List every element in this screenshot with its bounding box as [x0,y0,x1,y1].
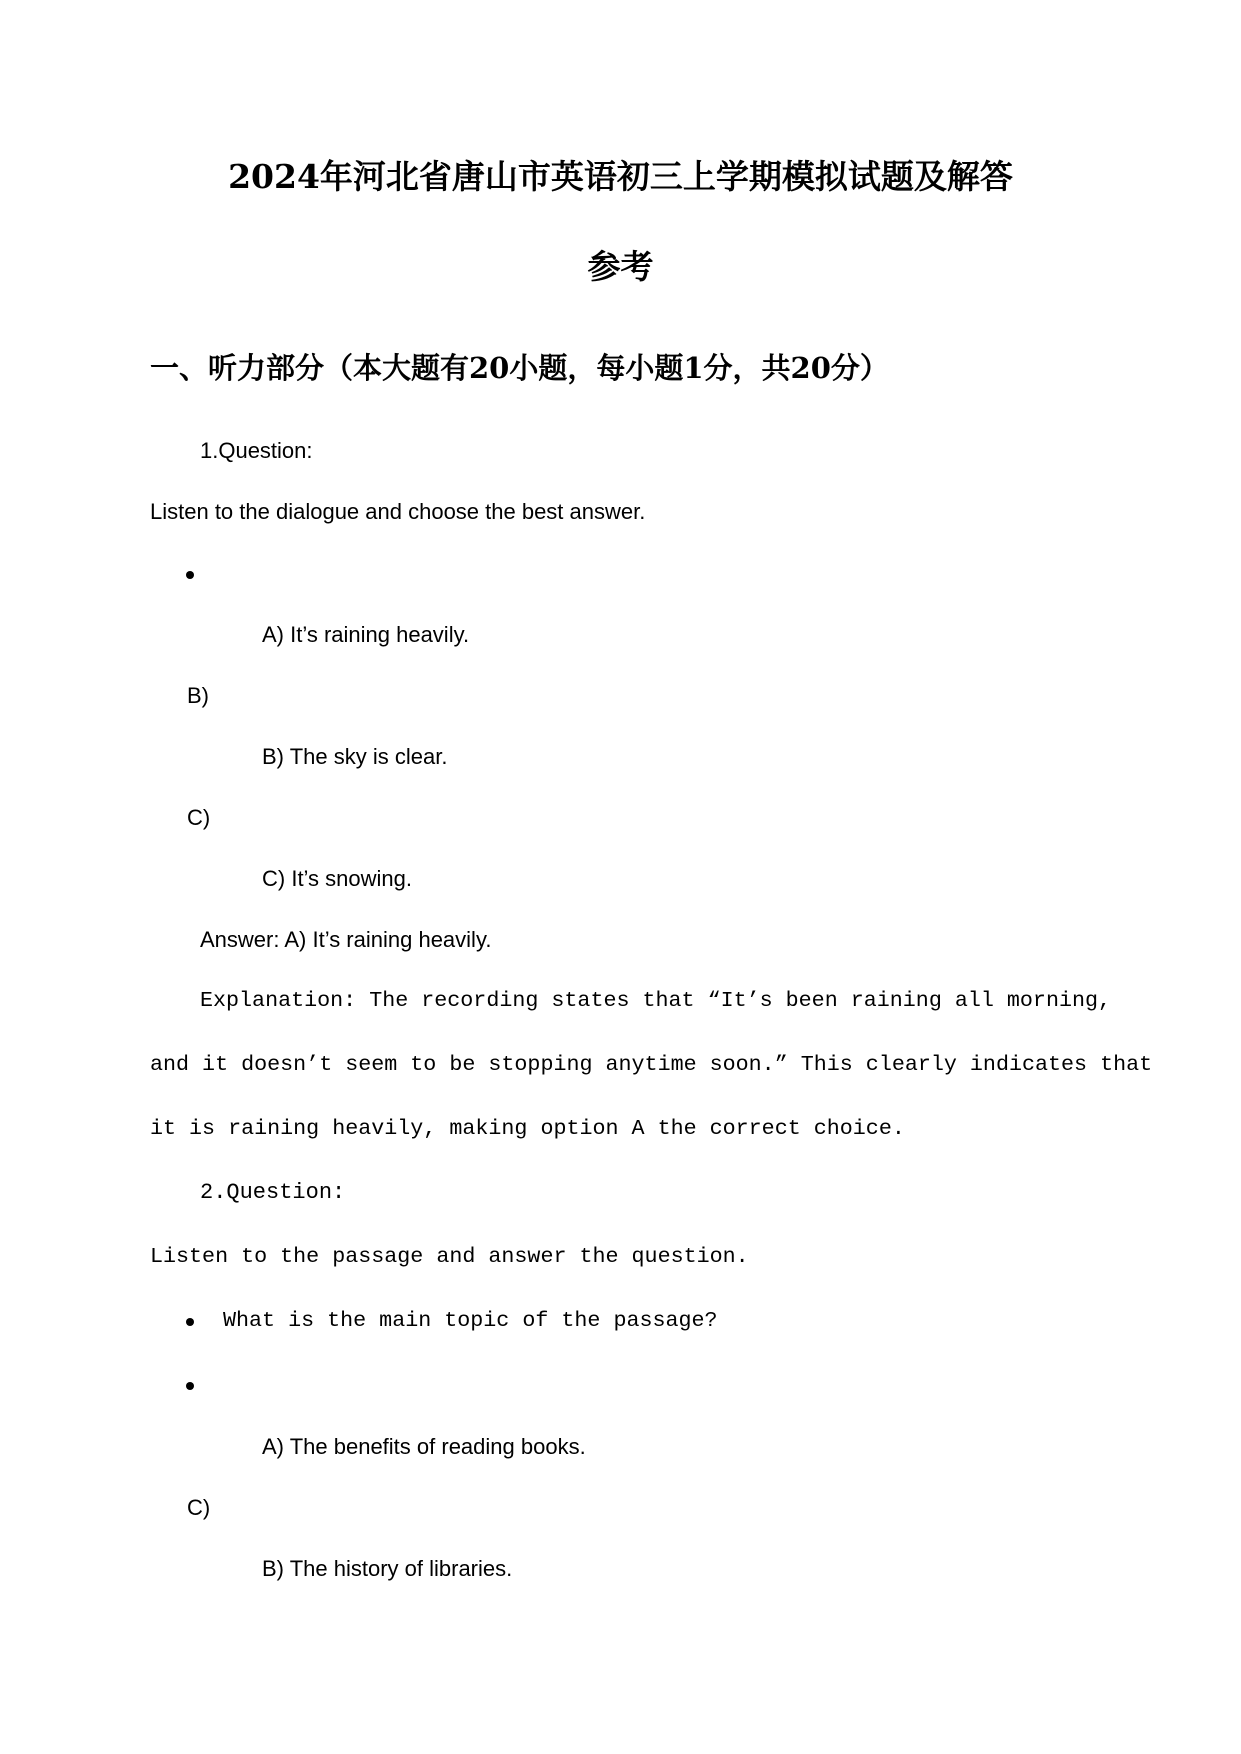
q1-marker-c: C) [187,805,211,830]
document-title-line1: 2024年河北省唐山市英语初三上学期模拟试题及解答 [228,157,1013,196]
q2-option-b: B) The history of libraries. [262,1556,513,1581]
q1-explanation-line2: and it doesn’t seem to be stopping anytime soon.” This clearly indicates that [150,1052,1153,1077]
q1-marker-b: B) [187,683,209,708]
q1-option-a: A) It’s raining heavily. [262,622,470,647]
q1-explanation-line1: Explanation: The recording states that “It’s been raining all morning, [200,988,1112,1013]
q1-label: 1.Question: [200,438,313,463]
q2-marker-c: C) [187,1495,211,1520]
q2-label: 2.Question: [200,1180,346,1205]
section-heading: 一、听力部分（本大题有20小题，每小题1分，共20分） [150,351,889,385]
q1-instruction: Listen to the dialogue and choose the best answer. [150,499,646,524]
q1-explanation-line3: it is raining heavily, making option A the correct choice. [150,1116,905,1141]
document-title-line2: 参考 [587,247,654,286]
bullet-icon [186,1318,194,1326]
bullet-icon [186,1382,194,1390]
q1-option-b: B) The sky is clear. [262,744,448,769]
q1-option-c: C) It’s snowing. [262,866,412,891]
q2-bullet-question: What is the main topic of the passage? [223,1308,718,1333]
bullet-icon [186,571,194,579]
q1-answer: Answer: A) It’s raining heavily. [200,927,492,952]
q2-option-a: A) The benefits of reading books. [262,1434,586,1459]
q2-instruction: Listen to the passage and answer the question. [150,1244,749,1269]
